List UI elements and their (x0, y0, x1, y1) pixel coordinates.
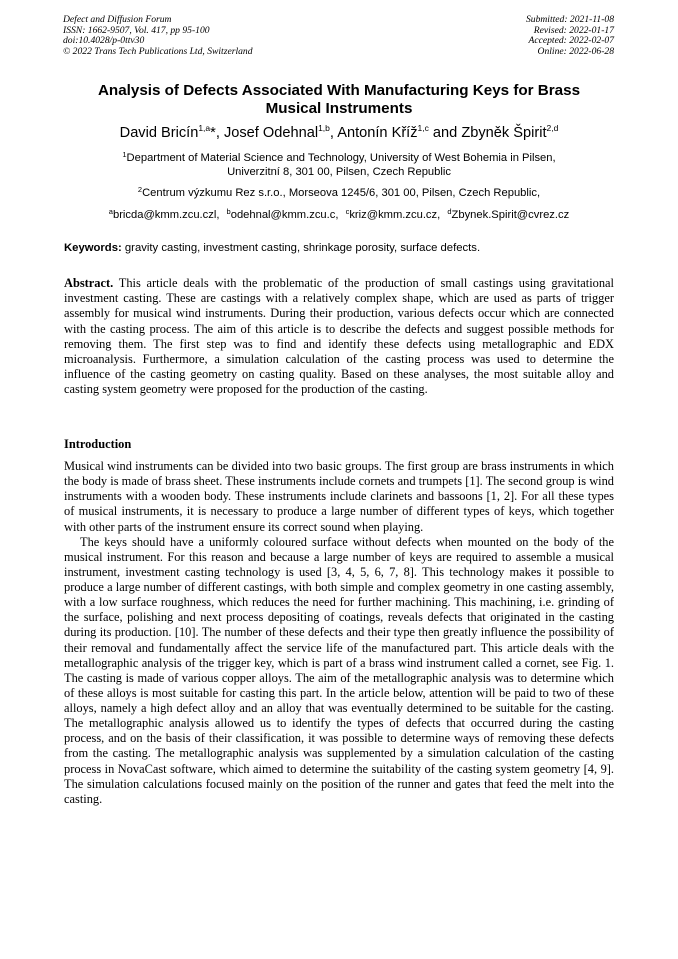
journal-name: Defect and Diffusion Forum (63, 14, 172, 25)
issn-line: ISSN: 1662-9507, Vol. 417, pp 95-100 (63, 24, 210, 36)
copyright-line: © 2022 Trans Tech Publications Ltd, Switzerland (63, 45, 253, 57)
author-separator: , (329, 125, 338, 141)
email-mark: c (345, 207, 350, 216)
author-separator: , (215, 125, 224, 141)
revised-date: Revised: 2022-01-17 (533, 24, 614, 36)
email-mark: d (447, 207, 452, 216)
doi-line: doi:10.4028/p-0ttv30 (63, 35, 145, 47)
keywords-label: Keywords: (64, 242, 122, 254)
accepted-date: Accepted: 2022-02-07 (528, 35, 614, 47)
email-mark: a (108, 207, 113, 216)
author-name: David Bricín (119, 125, 199, 141)
author-affiliation-mark: 1,a (198, 123, 211, 133)
dates-header (526, 15, 614, 57)
affiliation-text: Department of Material Science and Technology, University of West Bohemia in Pilsen, (126, 152, 556, 164)
abstract-text: This article deals with the problematic of the production of small castings using gravitational investment casting. These are castings with a relatively complex shape, which are used as parts of trigger assembly for musical wind instruments. During their production, various defects occur which are connected with the casting process. The aim of this article is to describe the defects and suggest possible methods for removing them. The first step was to find and identify these defects using metallographic and EDX microanalysis. Furthermore, a simulation calculation of the casting process was used to determine the influence of the casting geometry on casting quality. Based on these analyses, the most suitable alloy and casting system geometry were proposed for the production of the casting. (64, 276, 614, 397)
online-date: Online: 2022-06-28 (537, 45, 614, 57)
affiliation-1 (64, 151, 614, 180)
email-address[interactable]: Zbynek.Spirit@cvrez.cz (451, 209, 570, 221)
email-mark: b (226, 207, 231, 216)
email-entry[interactable] (109, 209, 220, 221)
title-line-2: Musical Instruments (265, 99, 413, 117)
introduction-body (64, 459, 614, 807)
email-entry[interactable] (346, 209, 441, 221)
author-affiliation-mark: 1,c (417, 123, 429, 133)
author-affiliation-mark: 1,b (318, 123, 330, 133)
author-affiliation-mark: 2,d (546, 123, 559, 133)
body-paragraph: The keys should have a uniformly coloured surface without defects when mounted on the body of the musical instrument. For this reason and because a large number of keys are required to assemble a musical instrument, investment casting technology is used [3, 4, 5, 6, 7, 8]. This technology makes it possible to produce a large number of different castings, with both simple and complex geometry in one casting assembly, with a low surface roughness, which reduces the need for further machining. This machining, i.e. grinding of the surface, polishing and next process depositing of coatings, reveals defects that originated in the casting during its production. [10]. The number of these defects and their type then greatly influence the possibility of their removal and fundamentally affect the service life of the manufactured part. This article deals with the metallographic analysis of the trigger key, which is part of a brass wind instrument called a cornet, see Fig. 1. The casting is made of various copper alloys. The aim of the metallographic analysis was to determine which of these alloys is most suitable for casting this part. In the article below, attention will be paid to two of these alloys, namely a high defect alloy and an alloy that was eventually determined to be suitable for the casting. The metallographic analysis allowed us to identify the types of defects that occurred during the casting process, and on the basis of their classification, it was possible to determine ways of removing these defects from the casting. The metallographic analysis was supplemented by a simulation calculation of the casting process in NovaCast software, which aimed to determine the suitability of the casting system geometry [4, 9]. The simulation calculations focused mainly on the position of the runner and gates that feed the melt into the casting. (64, 534, 614, 806)
affiliation-number: 1 (122, 150, 127, 159)
email-address[interactable]: bricda@kmm.zcu.czl, (112, 209, 220, 221)
email-entry[interactable] (447, 209, 569, 221)
author-list (64, 124, 614, 142)
affiliation-number: 2 (137, 185, 143, 194)
paper-title (64, 82, 614, 117)
submitted-date: Submitted: 2021-11-08 (525, 14, 614, 25)
section-heading-introduction: Introduction (64, 437, 132, 451)
affiliation-2 (64, 186, 614, 200)
email-address[interactable]: kriz@kmm.zcu.cz, (349, 209, 441, 221)
author-name: Zbyněk Špirit (461, 125, 547, 141)
author-name: Josef Odehnal (223, 125, 319, 141)
author-name: Antonín Kříž (337, 125, 418, 141)
title-line-1: Analysis of Defects Associated With Manufacturing Keys for Brass (97, 82, 581, 99)
author-separator: and (428, 125, 462, 141)
abstract-paragraph (64, 276, 614, 398)
journal-header (63, 15, 253, 57)
email-entry[interactable] (227, 209, 339, 221)
affiliation-text: Univerzitní 8, 301 00, Pilsen, Czech Republic (227, 166, 451, 179)
keywords-text: gravity casting, investment casting, shrinkage porosity, surface defects. (121, 242, 481, 254)
affiliation-text: Centrum výzkumu Rez s.r.o., Morseova 1245/6, 301 00, Pilsen, Czech Republic, (142, 187, 541, 199)
abstract-label: Abstract. (64, 276, 114, 290)
author-emails (64, 208, 614, 222)
corresponding-author-mark: * (210, 125, 216, 141)
email-address[interactable]: odehnal@kmm.zcu.c, (230, 209, 339, 221)
keywords-line (64, 241, 614, 255)
body-paragraph: Musical wind instruments can be divided into two basic groups. The first group are brass instruments in which the body is made of brass sheet. These instruments include cornets and trumpets [1]. The second group is wind instruments with a wooden body. These instruments include clarinets and bassoons [1, 2]. For all these types of musical instruments, it is necessary to produce a large number of different types of keys, which together with other parts of the instrument ensure its correct sound when playing. (64, 459, 614, 534)
